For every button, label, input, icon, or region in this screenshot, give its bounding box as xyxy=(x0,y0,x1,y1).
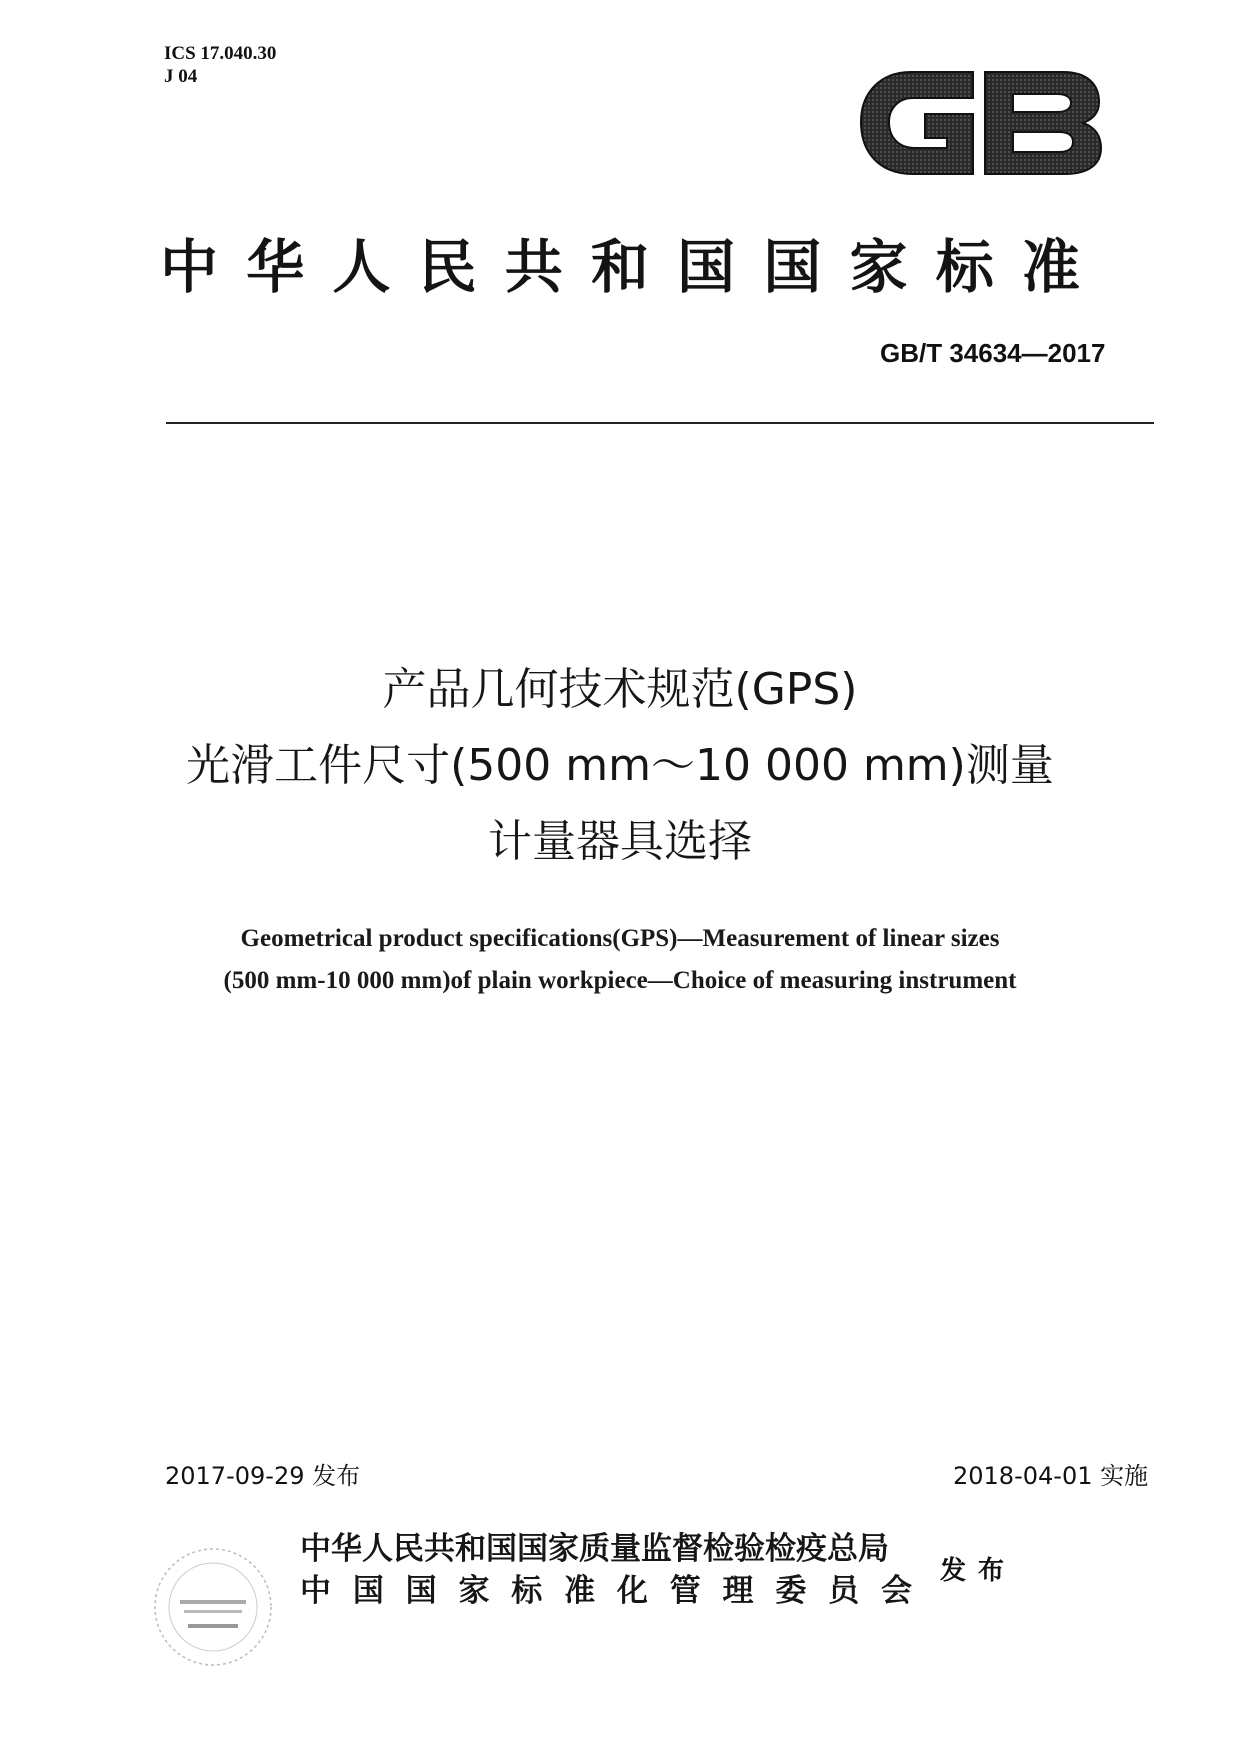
ics-classification xyxy=(164,42,276,88)
gb-logo-icon xyxy=(855,58,1103,186)
chinese-title xyxy=(100,652,1140,880)
implement-date: 2018-04-01 实施 xyxy=(953,1462,1149,1490)
issuer-line-2-char-5: 准 xyxy=(564,1573,596,1609)
standard-title-char-8: 家 xyxy=(849,233,908,301)
chinese-title-line-2: 光滑工件尺寸(500 mm～10 000 mm)测量 xyxy=(186,740,1054,791)
issuer-line-2-char-4: 标 xyxy=(511,1573,543,1609)
header-divider xyxy=(166,422,1154,424)
ics-code: ICS 17.040.30 xyxy=(164,43,277,64)
issuer-line-2-char-0: 中 xyxy=(300,1573,331,1609)
english-title-line-2: (500 mm-10 000 mm)of plain workpiece—Choice of measuring instrument xyxy=(223,967,1017,994)
issuer-line-2-char-2: 国 xyxy=(405,1573,437,1609)
standard-title-char-5: 和 xyxy=(590,233,649,301)
standard-title-char-3: 民 xyxy=(418,233,477,301)
standard-title-char-0: 中 xyxy=(160,233,219,301)
issuer-line-2-char-11: 会 xyxy=(880,1573,912,1609)
issue-label: 发布 xyxy=(940,1556,1017,1586)
issuing-authorities xyxy=(300,1528,912,1612)
issuer-line-1: 中华人民共和国国家质量监督检验检疫总局 xyxy=(300,1531,889,1567)
chinese-title-line-3: 计量器具选择 xyxy=(488,816,752,867)
standard-title-char-1: 华 xyxy=(246,233,305,301)
issuer-line-2-char-8: 理 xyxy=(722,1573,754,1609)
english-title-line-1: Geometrical product specifications(GPS)—Measurement of linear sizes xyxy=(240,925,1000,952)
standard-title-char-2: 人 xyxy=(332,233,391,301)
standard-title-char-4: 共 xyxy=(504,233,563,301)
issuer-line-2-char-10: 员 xyxy=(828,1573,860,1609)
issuer-line-2-char-3: 家 xyxy=(458,1573,490,1609)
issuer-line-2-char-1: 国 xyxy=(352,1573,384,1609)
standard-category-title xyxy=(160,222,1080,302)
standard-number: GB/T 34634—2017 xyxy=(880,338,1106,368)
issuer-line-2-char-9: 委 xyxy=(775,1573,807,1609)
issuer-line-2 xyxy=(300,1570,912,1612)
ccs-code: J 04 xyxy=(164,66,198,87)
english-title xyxy=(100,918,1140,1002)
standard-title-char-9: 标 xyxy=(935,233,994,301)
standard-title-char-6: 国 xyxy=(677,233,736,301)
issuer-line-2-char-7: 管 xyxy=(669,1573,701,1609)
issuer-line-2-char-6: 化 xyxy=(616,1573,648,1609)
anti-counterfeit-seal-icon xyxy=(148,1542,278,1672)
standard-title-char-7: 国 xyxy=(763,233,822,301)
publish-date: 2017-09-29 发布 xyxy=(165,1462,361,1490)
standard-title-char-10: 准 xyxy=(1021,233,1080,301)
chinese-title-line-1: 产品几何技术规范(GPS) xyxy=(382,664,858,715)
